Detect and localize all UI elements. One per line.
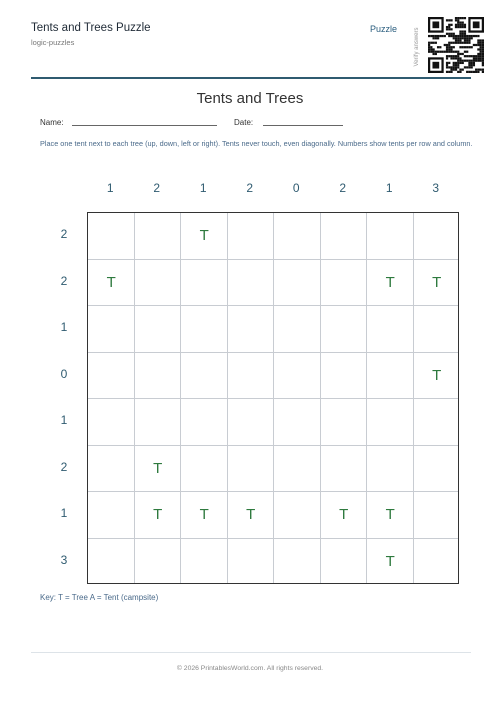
grid-line-horizontal bbox=[88, 445, 458, 446]
tree-cell: T bbox=[153, 506, 163, 524]
tree-cell: T bbox=[432, 366, 442, 384]
header-subtitle: logic-puzzles bbox=[31, 38, 75, 47]
row-clue: 1 bbox=[60, 506, 68, 521]
tree-cell: T bbox=[385, 552, 395, 570]
footer-divider bbox=[31, 652, 471, 653]
tree-cell: T bbox=[385, 506, 395, 524]
puzzle-link[interactable]: Puzzle bbox=[370, 24, 398, 34]
date-field[interactable] bbox=[263, 125, 343, 126]
grid-line-vertical bbox=[366, 213, 367, 583]
row-clue: 1 bbox=[60, 320, 68, 335]
grid-line-vertical bbox=[273, 213, 274, 583]
column-clue: 2 bbox=[153, 181, 161, 195]
header-divider bbox=[31, 77, 471, 79]
column-clue: 1 bbox=[385, 181, 393, 195]
verify-answers-text: Verify answers bbox=[414, 27, 420, 67]
tree-cell: T bbox=[153, 459, 163, 477]
verify-answers-label bbox=[410, 22, 424, 72]
instructions: Place one tent next to each tree (up, down, left or right). Tents never touch, even diagonally. Numbers show tents per row and column. bbox=[40, 139, 473, 148]
row-clue: 3 bbox=[60, 552, 68, 567]
date-label: Date: bbox=[234, 118, 254, 127]
tree-cell: T bbox=[106, 273, 116, 291]
row-clue: 2 bbox=[60, 227, 68, 242]
tree-cell: T bbox=[432, 273, 442, 291]
column-clue: 1 bbox=[106, 181, 114, 195]
header-title: Tents and Trees Puzzle bbox=[31, 22, 151, 34]
grid-line-horizontal bbox=[88, 538, 458, 539]
tree-cell: T bbox=[246, 506, 256, 524]
grid-line-vertical bbox=[413, 213, 414, 583]
name-label: Name: bbox=[40, 118, 64, 127]
column-clue: 2 bbox=[339, 181, 347, 195]
row-clue: 1 bbox=[60, 413, 68, 428]
grid-line-horizontal bbox=[88, 491, 458, 492]
grid-line-vertical bbox=[320, 213, 321, 583]
column-clue: 0 bbox=[292, 181, 300, 195]
column-clue: 1 bbox=[199, 181, 207, 195]
footer-copyright: © 2026 PrintablesWorld.com. All rights reserved. bbox=[176, 665, 324, 672]
puzzle-grid[interactable] bbox=[87, 212, 459, 584]
tree-cell: T bbox=[385, 273, 395, 291]
column-clue: 3 bbox=[432, 181, 440, 195]
row-clue: 0 bbox=[60, 366, 68, 381]
row-clue: 2 bbox=[60, 459, 68, 474]
tree-cell: T bbox=[339, 506, 349, 524]
name-field[interactable] bbox=[72, 125, 217, 126]
legend-key: Key: T = Tree A = Tent (campsite) bbox=[40, 593, 159, 602]
tree-cell: T bbox=[199, 227, 209, 245]
qr-code-icon bbox=[428, 17, 484, 73]
page-title: Tents and Trees bbox=[196, 90, 304, 107]
column-clue: 2 bbox=[246, 181, 254, 195]
tree-cell: T bbox=[199, 506, 209, 524]
row-clue: 2 bbox=[60, 273, 68, 288]
